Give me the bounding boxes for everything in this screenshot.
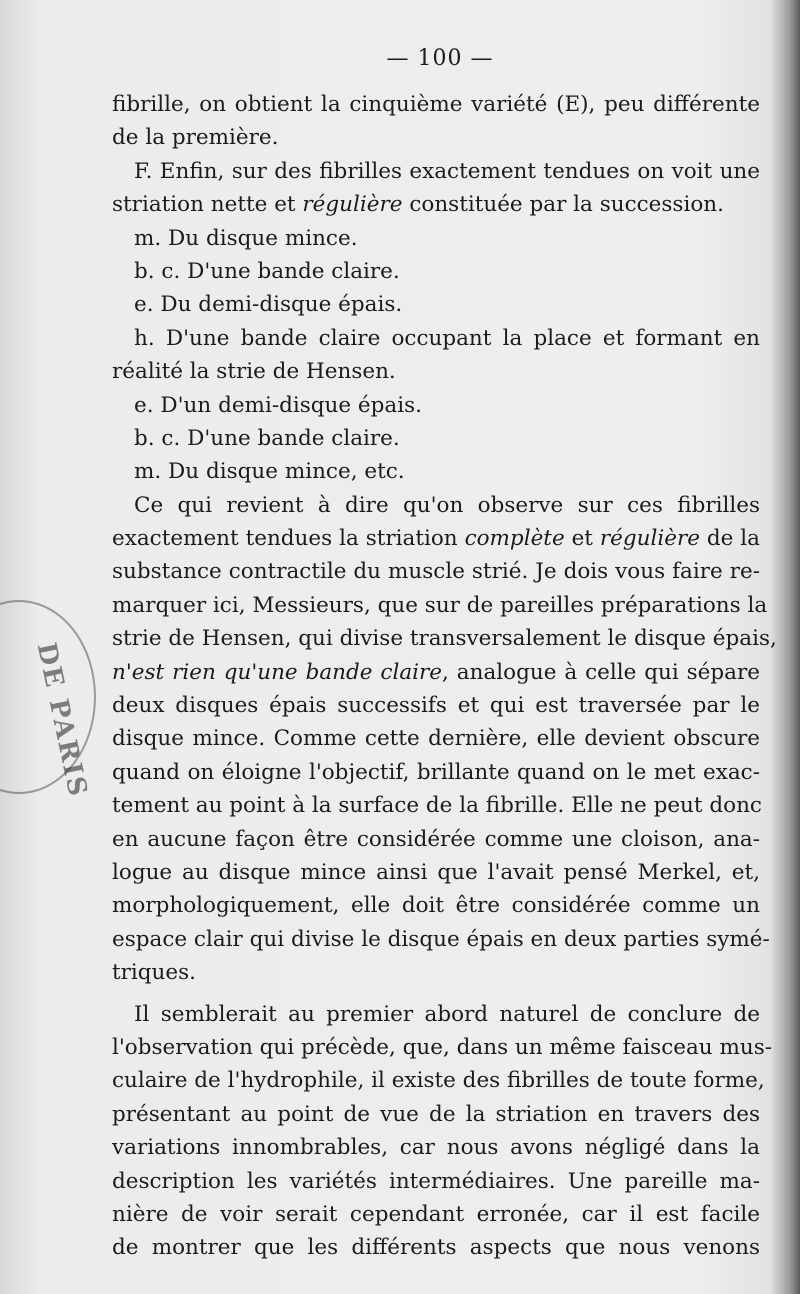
text-line: strie de Hensen, qui divise transversalement le disque épais, — [112, 626, 777, 652]
text-line: disque mince. Comme cette dernière, elle devient obscure — [112, 726, 760, 752]
text-line: F. Enfin, sur des fibrilles exactement tendues on voit une — [134, 158, 760, 184]
text-line: réalité la strie de Hensen. — [112, 359, 396, 385]
text-line: deux disques épais successifs et qui est traversée par le — [112, 693, 760, 719]
text-line: tement au point à la surface de la fibrille. Elle ne peut donc — [112, 793, 762, 819]
text-line: morphologiquement, elle doit être considérée comme un — [112, 893, 760, 919]
library-stamp-text: DE PARIS — [30, 640, 93, 801]
text-line: striation nette et régulière constituée par la succession. — [112, 192, 724, 218]
text-line: en aucune façon être considérée comme une cloison, ana- — [112, 826, 760, 852]
body-text — [112, 88, 777, 1265]
text-line: logue au disque mince ainsi que l'avait pensé Merkel, et, — [112, 859, 760, 885]
text-line: b. c. D'une bande claire. — [134, 425, 400, 451]
text-line: présentant au point de vue de la striation en travers des — [112, 1101, 760, 1127]
text-line: e. Du demi-disque épais. — [134, 292, 403, 318]
text-line: espace clair qui divise le disque épais en deux parties symé- — [112, 926, 770, 952]
text-line: Ce qui revient à dire qu'on observe sur ces fibrilles — [134, 492, 760, 518]
text-line: m. Du disque mince. — [134, 225, 358, 251]
text-line: h. D'une bande claire occupant la place et formant en — [134, 325, 760, 351]
text-line: quand on éloigne l'objectif, brillante quand on le met exac- — [112, 759, 760, 785]
text-line: marquer ici, Messieurs, que sur de pareilles préparations la — [112, 592, 768, 618]
text-line: e. D'un demi-disque épais. — [134, 392, 422, 418]
text-line: description les variétés intermédiaires. Une pareille ma- — [112, 1168, 760, 1194]
text-line: l'observation qui précède, que, dans un même faisceau mus- — [112, 1034, 773, 1060]
text-line: n'est rien qu'une bande claire, analogue à celle qui sépare — [112, 659, 760, 685]
text-line: de la première. — [112, 125, 279, 151]
text-line: Il semblerait au premier abord naturel de conclure de — [134, 1001, 760, 1027]
text-line: de montrer que les différents aspects que nous venons — [112, 1235, 760, 1261]
paragraph-gap — [112, 990, 760, 998]
text-line: substance contractile du muscle strié. Je dois vous faire re- — [112, 559, 760, 585]
text-line: m. Du disque mince, etc. — [134, 459, 405, 485]
text-line: exactement tendues la striation complète et régulière de la — [112, 526, 760, 552]
text-line: triques. — [112, 960, 196, 986]
text-line: variations innombrables, car nous avons négligé dans la — [112, 1135, 760, 1161]
text-line: fibrille, on obtient la cinquième variété (E), peu différente — [112, 92, 760, 117]
text-line: nière de voir serait cependant erronée, car il est facile — [112, 1201, 760, 1227]
text-line: b. c. D'une bande claire. — [134, 258, 400, 284]
text-line: culaire de l'hydrophile, il existe des fibrilles de toute forme, — [112, 1068, 765, 1094]
page-number: — 100 — — [386, 46, 494, 71]
